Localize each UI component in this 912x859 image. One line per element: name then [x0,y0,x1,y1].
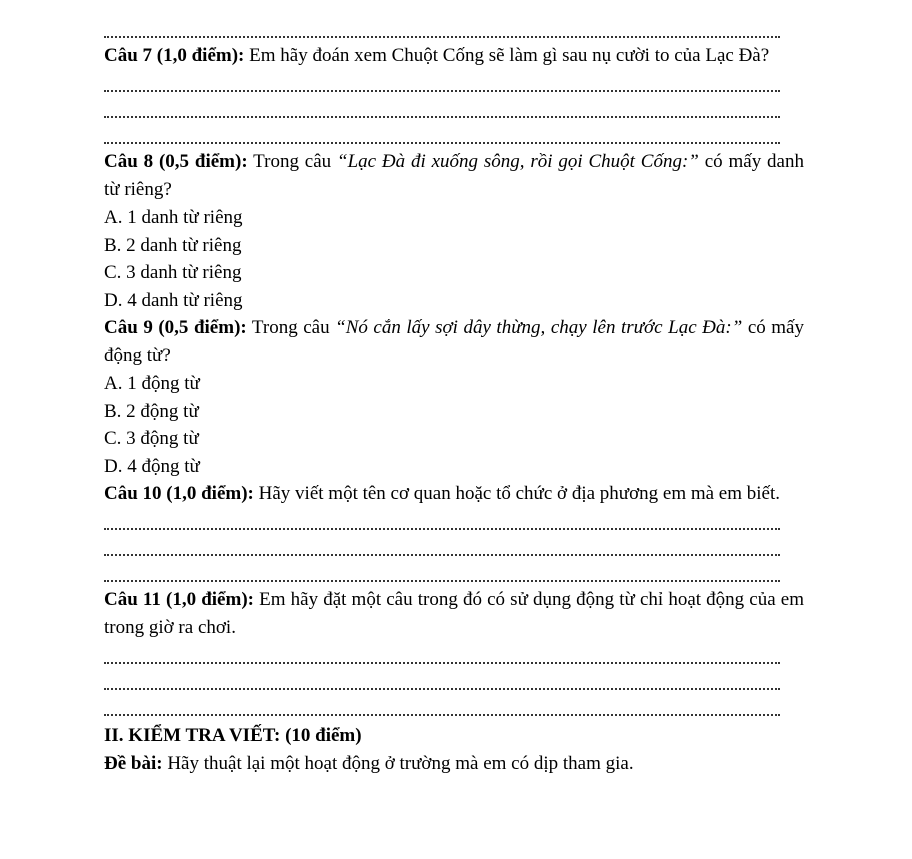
question-7-text: Em hãy đoán xem Chuột Cống sẽ làm gì sau nụ cười to của Lạc Đà? [244,45,770,66]
question-8-quote: “Lạc Đà đi xuống sông, rồi gọi Chuột Cống:” [337,151,699,172]
answer-line [104,668,804,694]
question-8-pre: Trong câu [247,151,337,172]
answer-line [104,694,804,720]
question-8-option-b: B. 2 danh từ riêng [104,234,242,256]
question-8-post: có mấy danh từ riêng? [104,151,804,200]
question-9-option-c: C. 3 động từ [104,428,199,449]
question-8 [104,148,804,204]
question-9-pre: Trong câu [246,317,336,338]
question-8-option-a: A. 1 danh từ riêng [104,207,243,228]
question-8-option-d: D. 4 danh từ riêng [104,289,243,311]
question-10 [104,480,804,508]
answer-line [104,70,804,96]
essay-prompt-text: Hãy thuật lại một hoạt động ở trường mà em có dịp tham gia. [162,753,634,774]
question-9-quote: “Nó cắn lấy sợi dây thừng, chạy lên trước Lạc Đà:” [335,317,743,338]
question-9-option-a: A. 1 động từ [104,373,200,394]
question-11-label: Câu 11 (1,0 điểm): [104,589,254,610]
question-9-label: Câu 9 (0,5 điểm): [104,317,247,338]
answer-line [104,642,804,668]
answer-line [104,96,804,122]
question-8-option-c: C. 3 danh từ riêng [104,262,242,283]
question-8-label: Câu 8 (0,5 điểm): [104,151,248,172]
question-9 [104,314,804,370]
essay-prompt [104,750,804,778]
worksheet-page [104,0,804,778]
answer-line [104,0,804,42]
question-9-post: có mấy động từ? [104,317,804,366]
answer-line [104,560,804,586]
question-9-option-d: D. 4 động từ [104,455,200,477]
question-9-option-b: B. 2 động từ [104,400,199,422]
question-11-text: Em hãy đặt một câu trong đó có sử dụng động từ chỉ hoạt động của em trong giờ ra chơi. [104,589,805,638]
question-10-text: Hãy viết một tên cơ quan hoặc tổ chức ở địa phương em mà em biết. [253,483,781,504]
question-7-label: Câu 7 (1,0 điểm): [104,45,245,66]
section-2-title: II. KIỂM TRA VIẾT: (10 điểm) [104,725,362,746]
answer-line [104,534,804,560]
question-7 [104,42,804,70]
answer-line [104,122,804,148]
question-11 [104,586,804,642]
answer-line [104,508,804,534]
question-10-label: Câu 10 (1,0 điểm): [104,483,254,504]
essay-prompt-label: Đề bài: [104,753,163,774]
